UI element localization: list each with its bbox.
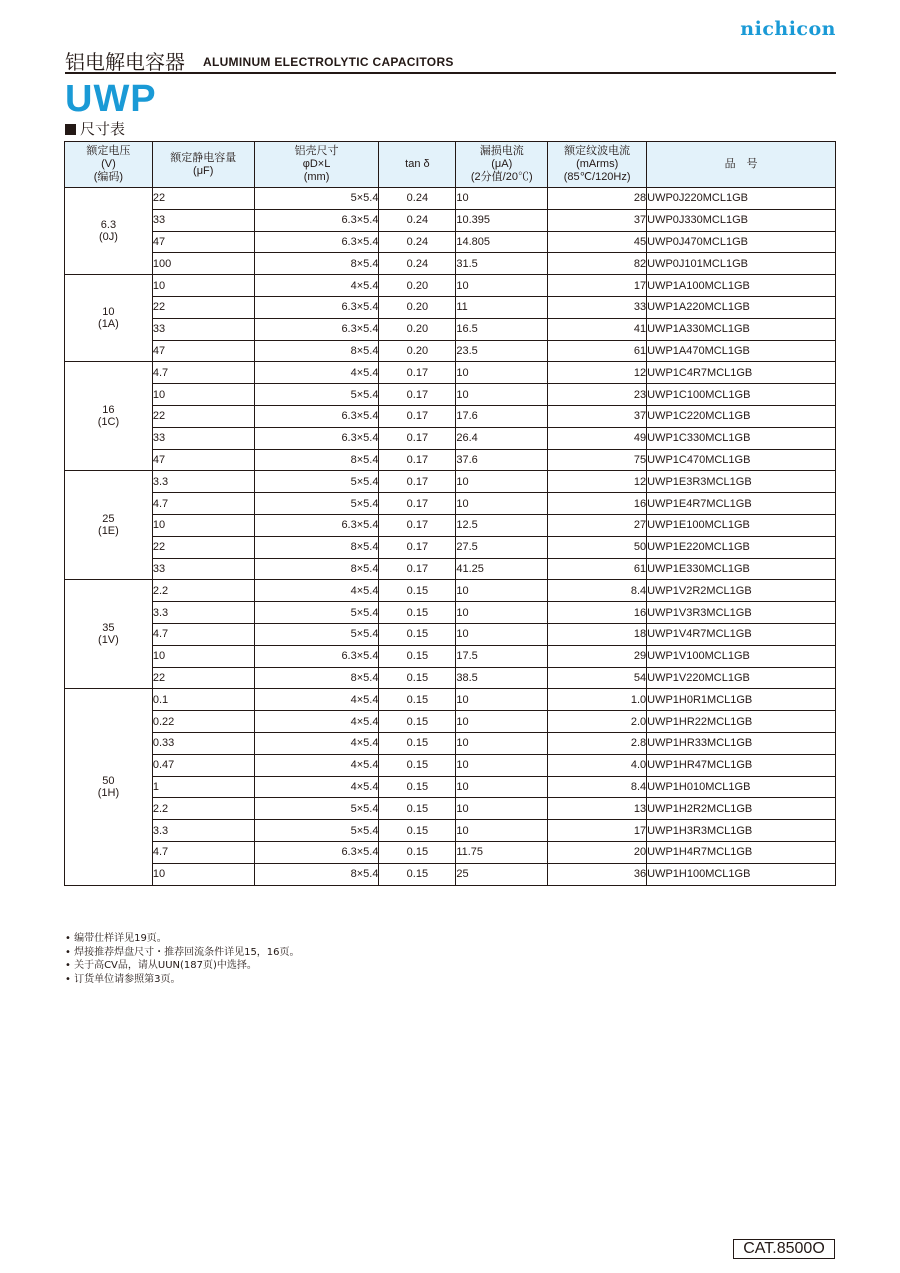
- ripple-current-cell: 2.8: [548, 732, 647, 754]
- voltage-code: (0J): [98, 231, 118, 244]
- table-row: [65, 188, 836, 210]
- header-line: (2分值/20℃): [470, 171, 533, 183]
- square-bullet-icon: [65, 124, 76, 135]
- case-size-cell: 8×5.4: [254, 449, 379, 471]
- header-line: (mArms): [576, 158, 619, 170]
- ripple-current-cell: 36: [548, 863, 647, 885]
- ripple-current-cell: 27: [548, 514, 647, 536]
- table-row: [65, 623, 836, 645]
- leakage-current-cell: 14.805: [456, 231, 548, 253]
- ripple-current-cell: 33: [548, 296, 647, 318]
- header-line: φD×L: [302, 158, 331, 170]
- tan-delta-cell: 0.15: [379, 732, 456, 754]
- capacitance-cell: 22: [152, 296, 254, 318]
- ripple-current-cell: 17: [548, 275, 647, 297]
- capacitance-cell: 22: [152, 188, 254, 210]
- leakage-current-cell: 38.5: [456, 667, 548, 689]
- part-number-cell: UWP1V3R3MCL1GB: [647, 602, 836, 624]
- header-line: 品 号: [724, 158, 758, 170]
- table-row: [65, 231, 836, 253]
- leakage-current-cell: 10: [456, 732, 548, 754]
- header-line: (μF): [193, 164, 214, 177]
- case-size-cell: 8×5.4: [254, 253, 379, 275]
- voltage-cell: [65, 275, 153, 362]
- table-row: [65, 449, 836, 471]
- leakage-current-cell: 10: [456, 188, 548, 210]
- leakage-current-cell: 10: [456, 689, 548, 711]
- leakage-current-cell: 10: [456, 798, 548, 820]
- part-number-cell: UWP1V2R2MCL1GB: [647, 580, 836, 602]
- ripple-current-cell: 2.0: [548, 711, 647, 733]
- part-number-cell: UWP1E100MCL1GB: [647, 514, 836, 536]
- case-size-cell: 5×5.4: [254, 384, 379, 406]
- tan-delta-cell: 0.24: [379, 209, 456, 231]
- capacitance-cell: 2.2: [152, 798, 254, 820]
- table-row: [65, 732, 836, 754]
- capacitance-cell: 100: [152, 253, 254, 275]
- dimensions-table: [64, 141, 836, 886]
- case-size-cell: 4×5.4: [254, 362, 379, 384]
- table-row: [65, 841, 836, 863]
- page-header: [65, 44, 836, 74]
- leakage-current-cell: 10: [456, 580, 548, 602]
- table-row: [65, 798, 836, 820]
- voltage-code: (1E): [98, 525, 119, 538]
- ripple-current-cell: 1.0: [548, 689, 647, 711]
- capacitance-cell: 0.47: [152, 754, 254, 776]
- capacitance-cell: 47: [152, 340, 254, 362]
- leakage-current-cell: 10: [456, 384, 548, 406]
- tan-delta-cell: 0.15: [379, 645, 456, 667]
- case-size-cell: 8×5.4: [254, 667, 379, 689]
- header-line: (μA): [491, 158, 513, 170]
- ripple-current-cell: 54: [548, 667, 647, 689]
- part-number-cell: UWP1C470MCL1GB: [647, 449, 836, 471]
- part-number-cell: UWP1C330MCL1GB: [647, 427, 836, 449]
- case-size-cell: 8×5.4: [254, 558, 379, 580]
- capacitance-cell: 22: [152, 405, 254, 427]
- capacitance-cell: 1: [152, 776, 254, 798]
- page-title-cn: 铝电解电容器: [65, 50, 185, 74]
- header-case-size: [254, 142, 379, 188]
- table-row: [65, 667, 836, 689]
- part-number-cell: UWP1V100MCL1GB: [647, 645, 836, 667]
- part-number-cell: UWP0J220MCL1GB: [647, 188, 836, 210]
- header-line: 铝壳尺寸: [294, 145, 339, 157]
- leakage-current-cell: 10: [456, 776, 548, 798]
- table-row: [65, 602, 836, 624]
- table-row: [65, 645, 836, 667]
- table-header-row: [65, 142, 836, 188]
- case-size-cell: 6.3×5.4: [254, 427, 379, 449]
- case-size-cell: 6.3×5.4: [254, 296, 379, 318]
- capacitance-cell: 47: [152, 449, 254, 471]
- capacitance-cell: 0.22: [152, 711, 254, 733]
- note-item: • 关于高CV品，请从UUN(187页)中选择。: [65, 959, 300, 973]
- capacitance-cell: 3.3: [152, 602, 254, 624]
- leakage-current-cell: 10: [456, 275, 548, 297]
- voltage-cell: [65, 471, 153, 580]
- capacitance-cell: 4.7: [152, 493, 254, 515]
- case-size-cell: 5×5.4: [254, 188, 379, 210]
- case-size-cell: 5×5.4: [254, 798, 379, 820]
- case-size-cell: 6.3×5.4: [254, 209, 379, 231]
- tan-delta-cell: 0.17: [379, 471, 456, 493]
- capacitance-cell: 10: [152, 384, 254, 406]
- capacitance-cell: 33: [152, 427, 254, 449]
- tan-delta-cell: 0.20: [379, 296, 456, 318]
- part-number-cell: UWP0J101MCL1GB: [647, 253, 836, 275]
- capacitance-cell: 10: [152, 863, 254, 885]
- header-voltage: [65, 142, 153, 188]
- voltage-code: (1H): [97, 786, 120, 799]
- tan-delta-cell: 0.15: [379, 798, 456, 820]
- tan-delta-cell: 0.15: [379, 580, 456, 602]
- leakage-current-cell: 10: [456, 711, 548, 733]
- table-row: [65, 754, 836, 776]
- ripple-current-cell: 16: [548, 493, 647, 515]
- part-number-cell: UWP1H0R1MCL1GB: [647, 689, 836, 711]
- notes-list: [65, 932, 300, 986]
- leakage-current-cell: 17.5: [456, 645, 548, 667]
- table-row: [65, 711, 836, 733]
- header-part-number: [647, 142, 836, 188]
- part-number-cell: UWP1A100MCL1GB: [647, 275, 836, 297]
- part-number-cell: UWP1E4R7MCL1GB: [647, 493, 836, 515]
- voltage-cell: [65, 580, 153, 689]
- section-title: 尺寸表: [80, 120, 126, 138]
- note-item: • 订货单位请参照第3页。: [65, 973, 300, 987]
- header-ripple-current: [548, 142, 647, 188]
- capacitance-cell: 0.33: [152, 732, 254, 754]
- leakage-current-cell: 37.6: [456, 449, 548, 471]
- tan-delta-cell: 0.15: [379, 841, 456, 863]
- ripple-current-cell: 61: [548, 340, 647, 362]
- brand-logo: nichicon: [740, 18, 836, 40]
- leakage-current-cell: 10: [456, 602, 548, 624]
- leakage-current-cell: 27.5: [456, 536, 548, 558]
- leakage-current-cell: 10: [456, 493, 548, 515]
- header-tan-delta: [379, 142, 456, 188]
- part-number-cell: UWP1HR22MCL1GB: [647, 711, 836, 733]
- tan-delta-cell: 0.20: [379, 340, 456, 362]
- case-size-cell: 4×5.4: [254, 580, 379, 602]
- tan-delta-cell: 0.15: [379, 863, 456, 885]
- table-row: [65, 776, 836, 798]
- table-row: [65, 384, 836, 406]
- table-row: [65, 536, 836, 558]
- header-leakage-current: [456, 142, 548, 188]
- tan-delta-cell: 0.17: [379, 449, 456, 471]
- voltage-value: 35: [102, 622, 115, 635]
- case-size-cell: 4×5.4: [254, 275, 379, 297]
- case-size-cell: 5×5.4: [254, 820, 379, 842]
- series-name: UWP: [65, 78, 157, 120]
- capacitance-cell: 33: [152, 558, 254, 580]
- ripple-current-cell: 29: [548, 645, 647, 667]
- ripple-current-cell: 49: [548, 427, 647, 449]
- part-number-cell: UWP1H3R3MCL1GB: [647, 820, 836, 842]
- leakage-current-cell: 16.5: [456, 318, 548, 340]
- part-number-cell: UWP0J470MCL1GB: [647, 231, 836, 253]
- ripple-current-cell: 8.4: [548, 580, 647, 602]
- ripple-current-cell: 8.4: [548, 776, 647, 798]
- voltage-value: 6.3: [100, 219, 117, 232]
- leakage-current-cell: 10: [456, 471, 548, 493]
- capacitance-cell: 33: [152, 318, 254, 340]
- leakage-current-cell: 23.5: [456, 340, 548, 362]
- table-row: [65, 318, 836, 340]
- tan-delta-cell: 0.17: [379, 427, 456, 449]
- voltage-code: (1V): [98, 634, 119, 647]
- ripple-current-cell: 45: [548, 231, 647, 253]
- ripple-current-cell: 41: [548, 318, 647, 340]
- ripple-current-cell: 28: [548, 188, 647, 210]
- catalog-number: CAT.8500O: [733, 1239, 835, 1259]
- leakage-current-cell: 10: [456, 820, 548, 842]
- case-size-cell: 6.3×5.4: [254, 514, 379, 536]
- case-size-cell: 4×5.4: [254, 732, 379, 754]
- voltage-cell: [65, 362, 153, 471]
- header-line: 额定静电容量: [170, 151, 237, 164]
- leakage-current-cell: 10.395: [456, 209, 548, 231]
- header-line: (mm): [303, 171, 330, 183]
- voltage-value: 16: [102, 404, 115, 417]
- table-row: [65, 405, 836, 427]
- part-number-cell: UWP1C4R7MCL1GB: [647, 362, 836, 384]
- tan-delta-cell: 0.17: [379, 558, 456, 580]
- part-number-cell: UWP1H2R2MCL1GB: [647, 798, 836, 820]
- tan-delta-cell: 0.24: [379, 231, 456, 253]
- ripple-current-cell: 12: [548, 362, 647, 384]
- part-number-cell: UWP1C100MCL1GB: [647, 384, 836, 406]
- capacitance-cell: 2.2: [152, 580, 254, 602]
- voltage-value: 50: [102, 774, 115, 787]
- part-number-cell: UWP1HR33MCL1GB: [647, 732, 836, 754]
- voltage-value: 10: [102, 306, 115, 319]
- capacitance-cell: 10: [152, 645, 254, 667]
- part-number-cell: UWP1A220MCL1GB: [647, 296, 836, 318]
- case-size-cell: 8×5.4: [254, 863, 379, 885]
- table-row: [65, 863, 836, 885]
- leakage-current-cell: 17.6: [456, 405, 548, 427]
- tan-delta-cell: 0.24: [379, 188, 456, 210]
- case-size-cell: 6.3×5.4: [254, 645, 379, 667]
- leakage-current-cell: 10: [456, 362, 548, 384]
- case-size-cell: 5×5.4: [254, 623, 379, 645]
- case-size-cell: 8×5.4: [254, 340, 379, 362]
- table-body: [65, 188, 836, 886]
- case-size-cell: 5×5.4: [254, 471, 379, 493]
- leakage-current-cell: 31.5: [456, 253, 548, 275]
- part-number-cell: UWP1C220MCL1GB: [647, 405, 836, 427]
- capacitance-cell: 3.3: [152, 820, 254, 842]
- leakage-current-cell: 10: [456, 623, 548, 645]
- page-title-en: ALUMINUM ELECTROLYTIC CAPACITORS: [203, 55, 454, 69]
- ripple-current-cell: 23: [548, 384, 647, 406]
- table-row: [65, 362, 836, 384]
- capacitance-cell: 3.3: [152, 471, 254, 493]
- table-row: [65, 296, 836, 318]
- ripple-current-cell: 37: [548, 209, 647, 231]
- case-size-cell: 4×5.4: [254, 711, 379, 733]
- tan-delta-cell: 0.17: [379, 405, 456, 427]
- tan-delta-cell: 0.20: [379, 275, 456, 297]
- table-row: [65, 558, 836, 580]
- leakage-current-cell: 11: [456, 296, 548, 318]
- table-row: [65, 689, 836, 711]
- part-number-cell: UWP0J330MCL1GB: [647, 209, 836, 231]
- ripple-current-cell: 18: [548, 623, 647, 645]
- table-row: [65, 275, 836, 297]
- leakage-current-cell: 10: [456, 754, 548, 776]
- ripple-current-cell: 16: [548, 602, 647, 624]
- case-size-cell: 4×5.4: [254, 754, 379, 776]
- voltage-cell: [65, 188, 153, 275]
- capacitance-cell: 33: [152, 209, 254, 231]
- tan-delta-cell: 0.17: [379, 514, 456, 536]
- capacitance-cell: 4.7: [152, 623, 254, 645]
- leakage-current-cell: 41.25: [456, 558, 548, 580]
- ripple-current-cell: 50: [548, 536, 647, 558]
- table-row: [65, 514, 836, 536]
- voltage-code: (1A): [98, 318, 119, 331]
- part-number-cell: UWP1V4R7MCL1GB: [647, 623, 836, 645]
- tan-delta-cell: 0.17: [379, 384, 456, 406]
- table-row: [65, 580, 836, 602]
- case-size-cell: 4×5.4: [254, 776, 379, 798]
- voltage-cell: [65, 689, 153, 885]
- capacitance-cell: 10: [152, 514, 254, 536]
- tan-delta-cell: 0.15: [379, 711, 456, 733]
- case-size-cell: 5×5.4: [254, 493, 379, 515]
- part-number-cell: UWP1A330MCL1GB: [647, 318, 836, 340]
- capacitance-cell: 0.1: [152, 689, 254, 711]
- leakage-current-cell: 12.5: [456, 514, 548, 536]
- capacitance-cell: 10: [152, 275, 254, 297]
- table-row: [65, 820, 836, 842]
- tan-delta-cell: 0.20: [379, 318, 456, 340]
- capacitance-cell: 22: [152, 536, 254, 558]
- ripple-current-cell: 82: [548, 253, 647, 275]
- ripple-current-cell: 75: [548, 449, 647, 471]
- header-line: 漏损电流: [479, 145, 524, 157]
- section-heading: [65, 118, 125, 139]
- table-row: [65, 471, 836, 493]
- case-size-cell: 6.3×5.4: [254, 405, 379, 427]
- voltage-code: (1C): [97, 416, 120, 429]
- tan-delta-cell: 0.17: [379, 493, 456, 515]
- header-line: (85℃/120Hz): [563, 171, 631, 183]
- capacitance-cell: 47: [152, 231, 254, 253]
- table-row: [65, 253, 836, 275]
- capacitance-cell: 4.7: [152, 841, 254, 863]
- tan-delta-cell: 0.15: [379, 623, 456, 645]
- tan-delta-cell: 0.15: [379, 689, 456, 711]
- capacitance-cell: 22: [152, 667, 254, 689]
- table-row: [65, 427, 836, 449]
- case-size-cell: 6.3×5.4: [254, 231, 379, 253]
- part-number-cell: UWP1HR47MCL1GB: [647, 754, 836, 776]
- header-capacitance: [152, 142, 254, 188]
- case-size-cell: 8×5.4: [254, 536, 379, 558]
- header-line: tan δ: [405, 158, 430, 170]
- part-number-cell: UWP1H100MCL1GB: [647, 863, 836, 885]
- case-size-cell: 5×5.4: [254, 602, 379, 624]
- tan-delta-cell: 0.15: [379, 776, 456, 798]
- ripple-current-cell: 17: [548, 820, 647, 842]
- capacitance-cell: 4.7: [152, 362, 254, 384]
- ripple-current-cell: 20: [548, 841, 647, 863]
- tan-delta-cell: 0.15: [379, 820, 456, 842]
- note-item: • 编带仕样详见19页。: [65, 932, 300, 946]
- ripple-current-cell: 4.0: [548, 754, 647, 776]
- part-number-cell: UWP1E220MCL1GB: [647, 536, 836, 558]
- header-line: (V): [101, 158, 116, 170]
- tan-delta-cell: 0.15: [379, 667, 456, 689]
- header-line: (编码): [93, 171, 124, 183]
- tan-delta-cell: 0.15: [379, 602, 456, 624]
- voltage-value: 25: [102, 513, 115, 526]
- ripple-current-cell: 12: [548, 471, 647, 493]
- header-line: 额定纹波电流: [564, 145, 631, 157]
- note-item: • 焊接推荐焊盘尺寸・推荐回流条件详见15，16页。: [65, 946, 300, 960]
- part-number-cell: UWP1E3R3MCL1GB: [647, 471, 836, 493]
- table-row: [65, 340, 836, 362]
- part-number-cell: UWP1E330MCL1GB: [647, 558, 836, 580]
- leakage-current-cell: 11.75: [456, 841, 548, 863]
- tan-delta-cell: 0.17: [379, 536, 456, 558]
- part-number-cell: UWP1V220MCL1GB: [647, 667, 836, 689]
- part-number-cell: UWP1A470MCL1GB: [647, 340, 836, 362]
- case-size-cell: 6.3×5.4: [254, 841, 379, 863]
- leakage-current-cell: 25: [456, 863, 548, 885]
- tan-delta-cell: 0.17: [379, 362, 456, 384]
- table-row: [65, 209, 836, 231]
- tan-delta-cell: 0.24: [379, 253, 456, 275]
- ripple-current-cell: 61: [548, 558, 647, 580]
- header-line: 额定电压: [86, 145, 131, 157]
- ripple-current-cell: 37: [548, 405, 647, 427]
- part-number-cell: UWP1H4R7MCL1GB: [647, 841, 836, 863]
- leakage-current-cell: 26.4: [456, 427, 548, 449]
- table-row: [65, 493, 836, 515]
- part-number-cell: UWP1H010MCL1GB: [647, 776, 836, 798]
- case-size-cell: 6.3×5.4: [254, 318, 379, 340]
- tan-delta-cell: 0.15: [379, 754, 456, 776]
- case-size-cell: 4×5.4: [254, 689, 379, 711]
- ripple-current-cell: 13: [548, 798, 647, 820]
